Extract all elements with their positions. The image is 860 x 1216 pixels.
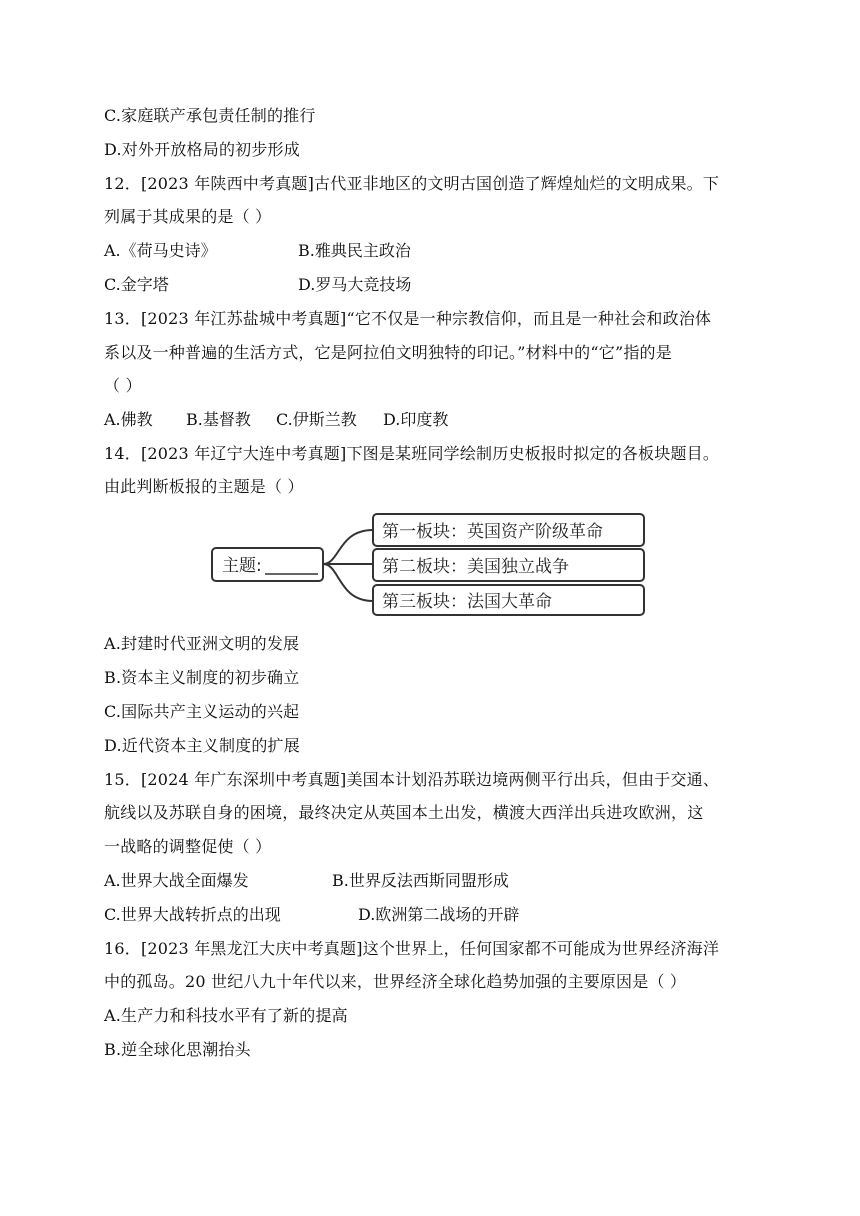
q15-option-d: D.欧洲第二战场的开辟 (358, 905, 520, 924)
q16-stem-line1: 16．[2023 年黑龙江大庆中考真题]这个世界上，任何国家都不可能成为世界经济海洋 (104, 939, 720, 958)
q13-option-c: C.伊斯兰教 (276, 410, 357, 429)
q16-stem-line2: 中的孤岛。20 世纪八九十年代以来，世界经济全球化趋势加强的主要原因是（ ） (104, 972, 687, 991)
q13-stem-line1: 13．[2023 年江苏盐城中考真题]“它不仅是一种宗教信仰，而且是一种社会和政治体 (104, 309, 712, 328)
q12-option-a: A.《荷马史诗》 (104, 241, 217, 260)
block2-label: 第二板块：美国独立战争 (382, 557, 569, 577)
q11-option-c: C.家庭联产承包责任制的推行 (104, 106, 316, 125)
q16-option-a: A.生产力和科技水平有了新的提高 (104, 1006, 348, 1025)
q13-option-b: B.基督教 (186, 410, 251, 429)
q15-stem-line3: 一战略的调整促使（ ） (104, 837, 272, 856)
q14-option-c: C.国际共产主义运动的兴起 (104, 702, 300, 721)
q15-option-a: A.世界大战全面爆发 (104, 871, 249, 890)
q13-stem-line3: （ ） (104, 376, 142, 395)
board-theme-diagram (210, 508, 650, 616)
q14-stem-line1: 14．[2023 年辽宁大连中考真题]下图是某班同学绘制历史板报时拟定的各板块题目。 (104, 444, 720, 463)
block3-label: 第三板块：法国大革命 (382, 592, 552, 612)
q15-option-c: C.世界大战转折点的出现 (104, 905, 281, 924)
q14-stem-line2: 由此判断板报的主题是（ ） (104, 477, 304, 496)
block1-label: 第一板块：英国资产阶级革命 (382, 522, 603, 542)
q15-stem-line1: 15．[2024 年广东深圳中考真题]美国本计划沿苏联边境两侧平行出兵，但由于交通、 (104, 770, 720, 789)
q13-option-a: A.佛教 (104, 410, 153, 429)
q15-stem-line2: 航线以及苏联自身的困境，最终决定从英国本土出发，横渡大西洋出兵进攻欧洲，这 (104, 803, 704, 822)
q12-stem-line1: 12．[2023 年陕西中考真题]古代亚非地区的文明古国创造了辉煌灿烂的文明成果。下 (104, 174, 720, 193)
q14-option-d: D.近代资本主义制度的扩展 (104, 736, 300, 755)
theme-label: 主题: (222, 556, 262, 576)
q14-option-b: B.资本主义制度的初步确立 (104, 668, 300, 687)
q13-stem-line2: 系以及一种普遍的生活方式，它是阿拉伯文明独特的印记。”材料中的“它”指的是 (104, 343, 672, 362)
q11-option-d: D.对外开放格局的初步形成 (104, 140, 300, 159)
q12-option-b: B.雅典民主政治 (298, 241, 411, 260)
q12-option-d: D.罗马大竞技场 (298, 275, 412, 294)
q15-option-b: B.世界反法西斯同盟形成 (332, 871, 509, 890)
q13-option-d: D.印度教 (383, 410, 449, 429)
q12-option-c: C.金字塔 (104, 275, 169, 294)
connector-top (323, 530, 373, 564)
q16-option-b: B.逆全球化思潮抬头 (104, 1040, 251, 1059)
q12-stem-line2: 列属于其成果的是（ ） (104, 207, 272, 226)
q14-option-a: A.封建时代亚洲文明的发展 (104, 634, 300, 653)
connector-bottom (323, 564, 373, 601)
